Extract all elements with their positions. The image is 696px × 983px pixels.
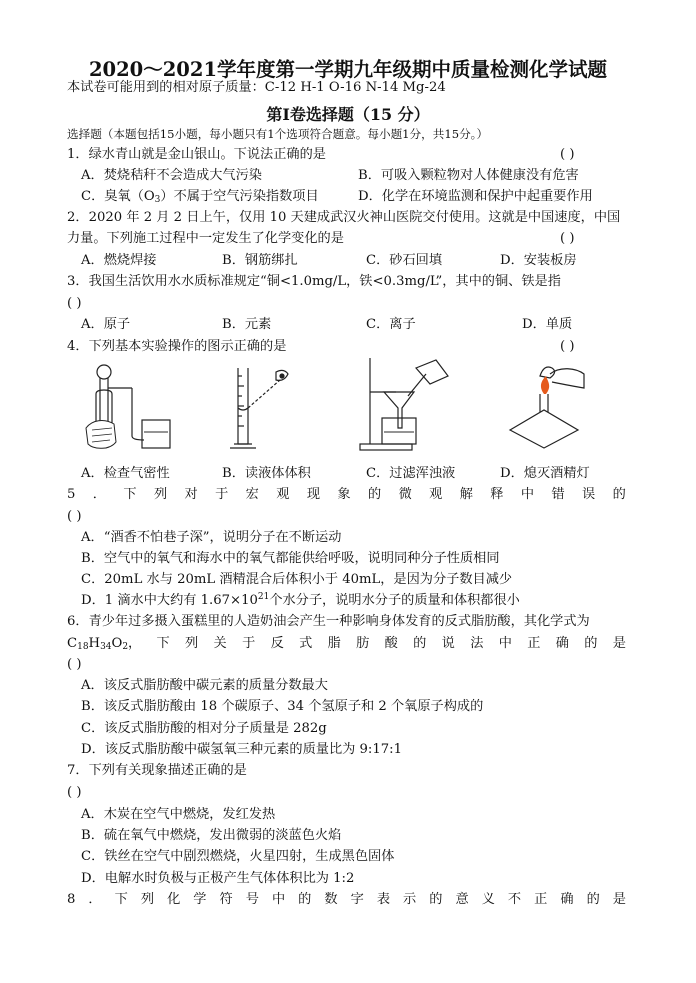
option-2b: B．钢筋绑扎	[222, 253, 298, 268]
option-4c: C．过滤浑浊液	[366, 466, 456, 481]
question-6-stem-line1: 6．青少年过多摄入蛋糕里的人造奶油会产生一种影响身体发育的反式脂肪酸，其化学式为	[67, 614, 590, 629]
option-7a: A．木炭在空气中燃烧，发红发热	[81, 807, 276, 822]
answer-paren: ( )	[67, 509, 82, 524]
option-1a: A．焚烧秸秆不会造成大气污染	[81, 168, 262, 183]
option-6a: A．该反式脂肪酸中碳元素的质量分数最大	[81, 678, 328, 693]
page-title: 2020～2021学年度第一学期九年级期中质量检测化学试题	[88, 58, 608, 81]
question-1-stem: 1．绿水青山就是金山银山。下说法正确的是	[67, 147, 326, 162]
figure-extinguish-lamp	[500, 360, 590, 454]
question-4-stem: 4．下列基本实验操作的图示正确的是	[67, 339, 287, 354]
question-6-stem-line2: ， 下 列 关 于 反 式 脂 肪 酸 的 说 法 中 正 确 的 是	[128, 636, 626, 651]
question-2-stem-line2: 力量。下列施工过程中一定发生了化学变化的是	[67, 231, 344, 246]
option-3d: D．单质	[522, 317, 573, 332]
question-7-stem: 7．下列有关现象描述正确的是	[67, 763, 247, 778]
answer-paren: ( )	[67, 657, 82, 672]
section-title: 第Ⅰ卷选择题（15 分）	[266, 105, 430, 124]
section-instructions: 选择题（本题包括15小题，每小题只有1个选项符合题意。每小题1分，共15分。）	[67, 127, 489, 141]
option-6d: D．该反式脂肪酸中碳氢氧三种元素的质量比为 9:17:1	[81, 742, 402, 757]
answer-paren: ( )	[560, 339, 575, 354]
figure-filtration	[356, 352, 466, 454]
option-6b: B．该反式脂肪酸由 18 个碳原子、34 个氢原子和 2 个氧原子构成的	[81, 699, 484, 714]
option-7b: B．硫在氧气中燃烧，发出微弱的淡蓝色火焰	[81, 828, 342, 843]
answer-paren: ( )	[560, 147, 575, 162]
option-6c: C．该反式脂肪酸的相对分子质量是 282g	[81, 721, 327, 736]
option-5d: D．1 滴水中大约有 $1.67\times 10^{21}$个水分子，说明水分子的质量和体积都很小	[81, 592, 520, 608]
figure-airtightness-check	[82, 358, 182, 460]
option-4b: B．读液体体积	[222, 466, 311, 481]
option-1d: D．化学在环境监测和保护中起重要作用	[358, 189, 593, 204]
option-5c: C．20mL 水与 20mL 酒精混合后体积小于 40mL，是因为分子数目减少	[81, 572, 513, 587]
chemical-formula: $C_{18}H_{34}O_2$	[67, 636, 129, 652]
option-2c: C．砂石回填	[366, 253, 443, 268]
atomic-masses-line: 本试卷可能用到的相对原子质量：C-12 H-1 O-16 N-14 Mg-24	[67, 80, 446, 95]
question-8-stem: 8 ． 下 列 化 学 符 号 中 的 数 字 表 示 的 意 义 不 正 确 的 是	[67, 892, 626, 907]
question-3-stem: 3．我国生活饮用水水质标准规定“铜<1.0mg/L，铁<0.3mg/L”，其中的铜、铁是指	[67, 274, 561, 289]
option-1c: C．臭氧$(O_3)$不属于空气污染指数项目	[81, 189, 319, 205]
option-1b: B．可吸入颗粒物对人体健康没有危害	[358, 168, 579, 183]
figure-read-volume	[226, 362, 306, 458]
answer-paren: ( )	[67, 785, 82, 800]
question-2-stem-line1: 2．2020 年 2 月 2 日上午，仅用 10 天建成武汉火神山医院交付使用。这就是中国速度，中国	[67, 210, 621, 225]
option-4a: A．检查气密性	[81, 466, 170, 481]
option-3c: C．离子	[366, 317, 416, 332]
option-7c: C．铁丝在空气中剧烈燃烧，火星四射，生成黑色固体	[81, 849, 395, 864]
answer-paren: ( )	[560, 231, 575, 246]
option-5a: A．“酒香不怕巷子深”，说明分子在不断运动	[81, 530, 342, 545]
option-7d: D．电解水时负极与正极产生气体体积比为 1:2	[81, 871, 355, 886]
option-2d: D．安装板房	[500, 253, 577, 268]
answer-paren: ( )	[67, 296, 82, 311]
option-4d: D．熄灭酒精灯	[500, 466, 590, 481]
option-2a: A．燃烧焊接	[81, 253, 157, 268]
option-3b: B．元素	[222, 317, 272, 332]
option-3a: A．原子	[81, 317, 131, 332]
option-5b: B．空气中的氧气和海水中的氧气都能供给呼吸，说明同种分子性质相同	[81, 551, 500, 566]
question-5-stem: 5 ． 下 列 对 于 宏 观 现 象 的 微 观 解 释 中 错 误 的	[67, 487, 626, 502]
